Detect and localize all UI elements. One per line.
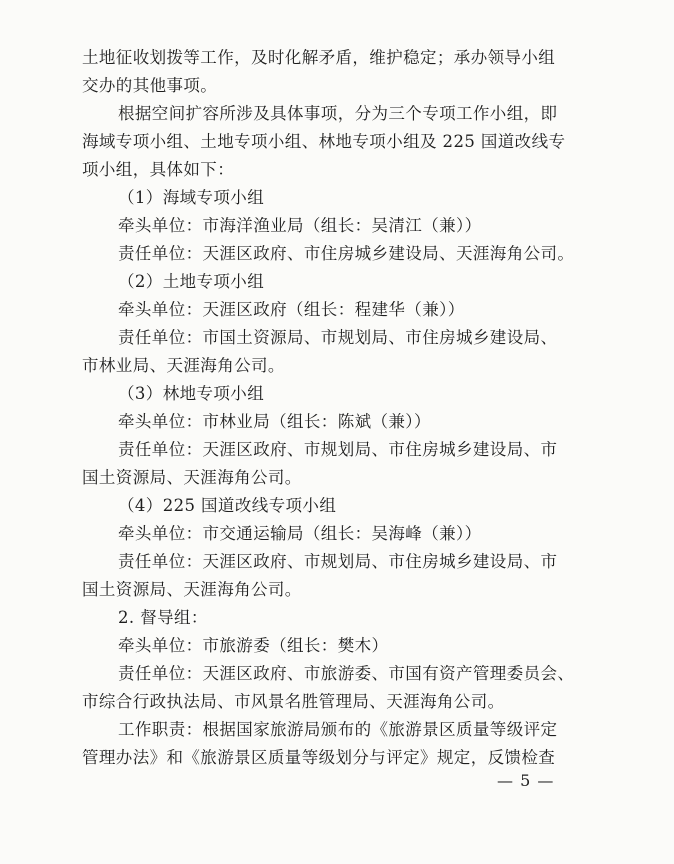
text-line: 管理办法》和《旅游景区质量等级划分与评定》规定，反馈检查	[82, 748, 556, 767]
text-line: 2. 督导组：	[118, 608, 208, 627]
text-line: 海域专项小组、土地专项小组、林地专项小组及 225 国道改线专	[82, 132, 566, 151]
text-line: 牵头单位：市交通运输局（组长：吴海峰（兼））	[118, 524, 482, 543]
text-line: 牵头单位：市旅游委（组长：樊木）	[118, 636, 389, 655]
text-line: 牵头单位：天涯区政府（组长：程建华（兼））	[118, 300, 465, 319]
text-line: 牵头单位：市林业局（组长：陈斌（兼））	[118, 412, 431, 431]
text-line: 责任单位：天涯区政府、市住房城乡建设局、天涯海角公司。	[118, 244, 575, 263]
text-line: 市综合行政执法局、市风景名胜管理局、天涯海角公司。	[82, 692, 505, 711]
text-line: 土地征收划拨等工作，及时化解矛盾，维护稳定；承办领导小组	[82, 48, 556, 67]
text-line: 工作职责：根据国家旅游局颁布的《旅游景区质量等级评定	[118, 720, 558, 739]
text-line: （3）林地专项小组	[118, 384, 265, 403]
text-line: 国土资源局、天涯海角公司。	[82, 580, 302, 599]
text-line: 国土资源局、天涯海角公司。	[82, 468, 302, 487]
text-line: 根据空间扩容所涉及具体事项，分为三个专项工作小组，即	[118, 104, 558, 123]
text-line: 交办的其他事项。	[82, 76, 218, 95]
text-line: （2）土地专项小组	[118, 272, 265, 291]
text-line: （4）225 国道改线专项小组	[118, 496, 337, 515]
text-line: 市林业局、天涯海角公司。	[82, 356, 285, 375]
text-line: 责任单位：天涯区政府、市规划局、市住房城乡建设局、市	[118, 552, 558, 571]
text-line: 责任单位：市国土资源局、市规划局、市住房城乡建设局、	[118, 328, 558, 347]
text-line: 牵头单位：市海洋渔业局（组长：吴清江（兼））	[118, 216, 482, 235]
text-line: 项小组，具体如下：	[82, 160, 235, 179]
text-line: （1）海域专项小组	[118, 188, 265, 207]
page-number: — 5 —	[497, 771, 555, 790]
text-line: 责任单位：天涯区政府、市旅游委、市国有资产管理委员会、	[118, 664, 575, 683]
text-line: 责任单位：天涯区政府、市规划局、市住房城乡建设局、市	[118, 440, 558, 459]
